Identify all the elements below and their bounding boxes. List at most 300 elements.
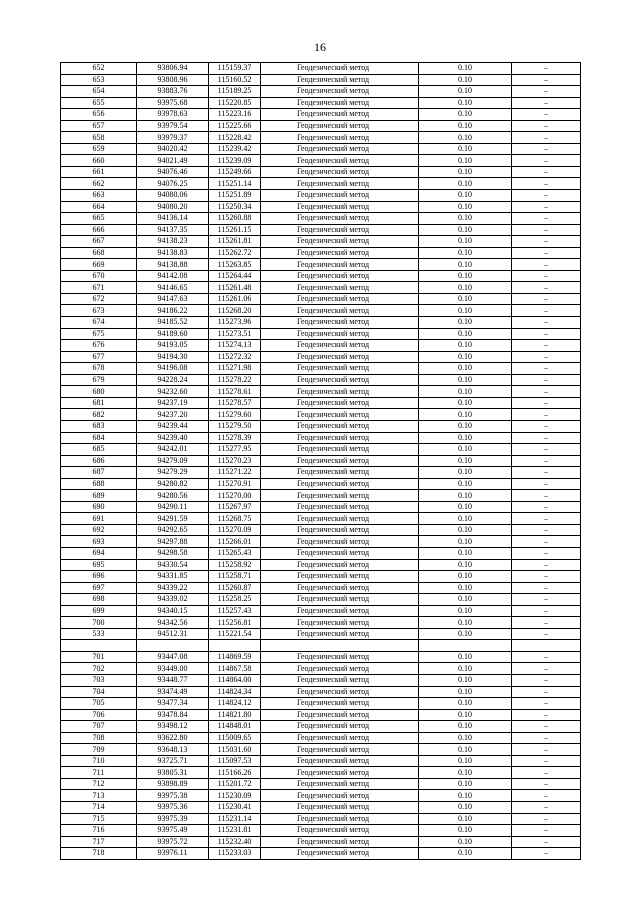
method-cell: Геодезический метод [261, 825, 419, 837]
accuracy-cell: 0.10 [419, 397, 512, 409]
y-coordinate-cell: 115249.66 [209, 166, 261, 178]
y-coordinate-cell: 114821.80 [209, 709, 261, 721]
y-coordinate-cell: 115250.34 [209, 201, 261, 213]
accuracy-cell: 0.10 [419, 432, 512, 444]
y-coordinate-cell: 115223.16 [209, 109, 261, 121]
point-number-cell: 655 [61, 97, 137, 109]
note-cell: – [512, 444, 581, 456]
point-number-cell: 668 [61, 247, 137, 259]
point-number-cell: 701 [61, 651, 137, 663]
accuracy-cell: 0.10 [419, 166, 512, 178]
point-number-cell: 675 [61, 328, 137, 340]
y-coordinate-cell: 115268.20 [209, 305, 261, 317]
method-cell [261, 640, 419, 652]
note-cell: – [512, 547, 581, 559]
y-coordinate-cell: 115270.00 [209, 490, 261, 502]
note-cell: – [512, 236, 581, 248]
table-row [61, 663, 581, 675]
table-row [61, 270, 581, 282]
table-row [61, 293, 581, 305]
point-number-cell: 706 [61, 709, 137, 721]
method-cell: Геодезический метод [261, 432, 419, 444]
accuracy-cell: 0.10 [419, 802, 512, 814]
note-cell [512, 640, 581, 652]
table-row [61, 282, 581, 294]
accuracy-cell: 0.10 [419, 143, 512, 155]
method-cell: Геодезический метод [261, 120, 419, 132]
point-number-cell: 680 [61, 386, 137, 398]
method-cell: Геодезический метод [261, 178, 419, 190]
x-coordinate-cell: 94331.85 [137, 571, 209, 583]
note-cell: – [512, 767, 581, 779]
note-cell: – [512, 178, 581, 190]
x-coordinate-cell: 94291.59 [137, 513, 209, 525]
method-cell: Геодезический метод [261, 686, 419, 698]
y-coordinate-cell: 115264.44 [209, 270, 261, 282]
note-cell: – [512, 166, 581, 178]
table-row [61, 63, 581, 75]
x-coordinate-cell: 94147.63 [137, 293, 209, 305]
table-row [61, 432, 581, 444]
y-coordinate-cell: 115278.22 [209, 374, 261, 386]
note-cell: – [512, 721, 581, 733]
point-number-cell: 700 [61, 617, 137, 629]
point-number-cell: 707 [61, 721, 137, 733]
method-cell: Геодезический метод [261, 732, 419, 744]
x-coordinate-cell: 94339.02 [137, 594, 209, 606]
table-row [61, 790, 581, 802]
accuracy-cell: 0.10 [419, 513, 512, 525]
note-cell: – [512, 224, 581, 236]
note-cell: – [512, 74, 581, 86]
table-row [61, 420, 581, 432]
x-coordinate-cell: 94342.56 [137, 617, 209, 629]
x-coordinate-cell: 94021.49 [137, 155, 209, 167]
y-coordinate-cell: 115201.72 [209, 778, 261, 790]
method-cell: Геодезический метод [261, 536, 419, 548]
table-row [61, 351, 581, 363]
accuracy-cell: 0.10 [419, 848, 512, 860]
method-cell: Геодезический метод [261, 698, 419, 710]
table-row [61, 547, 581, 559]
accuracy-cell: 0.10 [419, 571, 512, 583]
point-number-cell: 715 [61, 813, 137, 825]
accuracy-cell [419, 640, 512, 652]
table-row [61, 490, 581, 502]
point-number-cell: 667 [61, 236, 137, 248]
accuracy-cell: 0.10 [419, 744, 512, 756]
accuracy-cell: 0.10 [419, 813, 512, 825]
note-cell: – [512, 120, 581, 132]
y-coordinate-cell: 115267.97 [209, 501, 261, 513]
accuracy-cell: 0.10 [419, 293, 512, 305]
y-coordinate-cell: 115277.95 [209, 444, 261, 456]
table-row [61, 340, 581, 352]
y-coordinate-cell: 115265.43 [209, 547, 261, 559]
point-number-cell: 709 [61, 744, 137, 756]
method-cell: Геодезический метод [261, 501, 419, 513]
method-cell: Геодезический метод [261, 651, 419, 663]
method-cell: Геодезический метод [261, 755, 419, 767]
note-cell: – [512, 674, 581, 686]
method-cell: Геодезический метод [261, 836, 419, 848]
point-number-cell: 656 [61, 109, 137, 121]
table-row [61, 374, 581, 386]
point-number-cell: 710 [61, 755, 137, 767]
x-coordinate-cell: 94297.88 [137, 536, 209, 548]
accuracy-cell: 0.10 [419, 178, 512, 190]
accuracy-cell: 0.10 [419, 825, 512, 837]
x-coordinate-cell: 94186.22 [137, 305, 209, 317]
table-row [61, 155, 581, 167]
x-coordinate-cell: 93975.72 [137, 836, 209, 848]
accuracy-cell: 0.10 [419, 155, 512, 167]
note-cell: – [512, 651, 581, 663]
table-row [61, 178, 581, 190]
table-row [61, 120, 581, 132]
accuracy-cell: 0.10 [419, 374, 512, 386]
y-coordinate-cell: 115261.15 [209, 224, 261, 236]
y-coordinate-cell: 115009.65 [209, 732, 261, 744]
point-number-cell: 714 [61, 802, 137, 814]
note-cell: – [512, 571, 581, 583]
x-coordinate-cell: 94280.82 [137, 478, 209, 490]
accuracy-cell: 0.10 [419, 686, 512, 698]
x-coordinate-cell: 93979.37 [137, 132, 209, 144]
method-cell: Геодезический метод [261, 374, 419, 386]
note-cell: – [512, 501, 581, 513]
table-row [61, 605, 581, 617]
accuracy-cell: 0.10 [419, 363, 512, 375]
separator-row [61, 640, 581, 652]
table-row [61, 109, 581, 121]
table-row [61, 721, 581, 733]
note-cell: – [512, 143, 581, 155]
x-coordinate-cell: 94138.83 [137, 247, 209, 259]
method-cell: Геодезический метод [261, 247, 419, 259]
note-cell: – [512, 524, 581, 536]
note-cell: – [512, 420, 581, 432]
point-number-cell: 687 [61, 467, 137, 479]
accuracy-cell: 0.10 [419, 420, 512, 432]
y-coordinate-cell: 115268.75 [209, 513, 261, 525]
note-cell: – [512, 744, 581, 756]
accuracy-cell: 0.10 [419, 317, 512, 329]
method-cell: Геодезический метод [261, 201, 419, 213]
point-number-cell: 716 [61, 825, 137, 837]
point-number-cell: 672 [61, 293, 137, 305]
y-coordinate-cell: 115270.23 [209, 455, 261, 467]
x-coordinate-cell: 94512.31 [137, 628, 209, 640]
table-row [61, 836, 581, 848]
accuracy-cell: 0.10 [419, 340, 512, 352]
method-cell: Геодезический метод [261, 236, 419, 248]
x-coordinate-cell: 93805.31 [137, 767, 209, 779]
x-coordinate-cell: 93725.71 [137, 755, 209, 767]
y-coordinate-cell [209, 640, 261, 652]
y-coordinate-cell: 115262.72 [209, 247, 261, 259]
method-cell: Геодезический метод [261, 63, 419, 75]
method-cell: Геодезический метод [261, 674, 419, 686]
note-cell: – [512, 732, 581, 744]
point-number-cell [61, 640, 137, 652]
point-number-cell: 702 [61, 663, 137, 675]
x-coordinate-cell: 94298.58 [137, 547, 209, 559]
table-row [61, 628, 581, 640]
x-coordinate-cell: 94138.23 [137, 236, 209, 248]
x-coordinate-cell: 93648.13 [137, 744, 209, 756]
x-coordinate-cell: 94228.24 [137, 374, 209, 386]
x-coordinate-cell: 94279.29 [137, 467, 209, 479]
y-coordinate-cell: 115279.60 [209, 409, 261, 421]
note-cell: – [512, 836, 581, 848]
method-cell: Геодезический метод [261, 190, 419, 202]
table-row [61, 651, 581, 663]
table-row [61, 524, 581, 536]
point-number-cell: 661 [61, 166, 137, 178]
accuracy-cell: 0.10 [419, 501, 512, 513]
y-coordinate-cell: 115270.91 [209, 478, 261, 490]
point-number-cell: 666 [61, 224, 137, 236]
method-cell: Геодезический метод [261, 305, 419, 317]
method-cell: Геодезический метод [261, 721, 419, 733]
point-number-cell: 704 [61, 686, 137, 698]
x-coordinate-cell: 93975.39 [137, 813, 209, 825]
method-cell: Геодезический метод [261, 386, 419, 398]
table-row [61, 582, 581, 594]
table-row [61, 767, 581, 779]
note-cell: – [512, 594, 581, 606]
table-row [61, 409, 581, 421]
point-number-cell: 660 [61, 155, 137, 167]
x-coordinate-cell: 93449.00 [137, 663, 209, 675]
table-row [61, 74, 581, 86]
point-number-cell: 664 [61, 201, 137, 213]
y-coordinate-cell: 115221.54 [209, 628, 261, 640]
note-cell: – [512, 605, 581, 617]
method-cell: Геодезический метод [261, 594, 419, 606]
x-coordinate-cell: 93808.96 [137, 74, 209, 86]
accuracy-cell: 0.10 [419, 732, 512, 744]
y-coordinate-cell: 114867.58 [209, 663, 261, 675]
y-coordinate-cell: 115031.60 [209, 744, 261, 756]
note-cell: – [512, 270, 581, 282]
accuracy-cell: 0.10 [419, 444, 512, 456]
point-number-cell: 653 [61, 74, 137, 86]
table-row [61, 213, 581, 225]
method-cell: Геодезический метод [261, 109, 419, 121]
note-cell: – [512, 155, 581, 167]
note-cell: – [512, 582, 581, 594]
note-cell: – [512, 293, 581, 305]
table-row [61, 132, 581, 144]
x-coordinate-cell: 94237.20 [137, 409, 209, 421]
accuracy-cell: 0.10 [419, 328, 512, 340]
y-coordinate-cell: 114848.01 [209, 721, 261, 733]
point-number-cell: 689 [61, 490, 137, 502]
x-coordinate-cell: 93447.08 [137, 651, 209, 663]
table-row [61, 709, 581, 721]
y-coordinate-cell: 115258.25 [209, 594, 261, 606]
accuracy-cell: 0.10 [419, 628, 512, 640]
note-cell: – [512, 201, 581, 213]
y-coordinate-cell: 115261.81 [209, 236, 261, 248]
note-cell: – [512, 109, 581, 121]
method-cell: Геодезический метод [261, 155, 419, 167]
accuracy-cell: 0.10 [419, 224, 512, 236]
note-cell: – [512, 663, 581, 675]
point-number-cell: 669 [61, 259, 137, 271]
y-coordinate-cell: 115230.41 [209, 802, 261, 814]
method-cell: Геодезический метод [261, 571, 419, 583]
point-number-cell: 663 [61, 190, 137, 202]
point-number-cell: 705 [61, 698, 137, 710]
y-coordinate-cell: 115271.22 [209, 467, 261, 479]
y-coordinate-cell: 115233.03 [209, 848, 261, 860]
table-row [61, 813, 581, 825]
point-number-cell: 682 [61, 409, 137, 421]
y-coordinate-cell: 114824.34 [209, 686, 261, 698]
x-coordinate-cell: 94232.60 [137, 386, 209, 398]
note-cell: – [512, 825, 581, 837]
point-number-cell: 654 [61, 86, 137, 98]
accuracy-cell: 0.10 [419, 721, 512, 733]
table-row [61, 363, 581, 375]
x-coordinate-cell: 94189.60 [137, 328, 209, 340]
note-cell: – [512, 247, 581, 259]
table-row [61, 478, 581, 490]
table-row [61, 744, 581, 756]
x-coordinate-cell: 94196.08 [137, 363, 209, 375]
point-number-cell: 690 [61, 501, 137, 513]
y-coordinate-cell: 115258.92 [209, 559, 261, 571]
point-number-cell: 676 [61, 340, 137, 352]
point-number-cell: 658 [61, 132, 137, 144]
method-cell: Геодезический метод [261, 420, 419, 432]
note-cell: – [512, 432, 581, 444]
x-coordinate-cell: 94146.65 [137, 282, 209, 294]
point-number-cell: 677 [61, 351, 137, 363]
accuracy-cell: 0.10 [419, 663, 512, 675]
table-row [61, 617, 581, 629]
method-cell: Геодезический метод [261, 397, 419, 409]
y-coordinate-cell: 115159.37 [209, 63, 261, 75]
table-row [61, 559, 581, 571]
note-cell: – [512, 617, 581, 629]
point-number-cell: 673 [61, 305, 137, 317]
y-coordinate-cell: 115273.96 [209, 317, 261, 329]
accuracy-cell: 0.10 [419, 755, 512, 767]
table-row [61, 166, 581, 178]
x-coordinate-cell: 94290.11 [137, 501, 209, 513]
table-row [61, 698, 581, 710]
point-number-cell: 713 [61, 790, 137, 802]
accuracy-cell: 0.10 [419, 582, 512, 594]
point-number-cell: 694 [61, 547, 137, 559]
x-coordinate-cell: 93622.80 [137, 732, 209, 744]
note-cell: – [512, 63, 581, 75]
method-cell: Геодезический метод [261, 166, 419, 178]
method-cell: Геодезический метод [261, 802, 419, 814]
method-cell: Геодезический метод [261, 455, 419, 467]
accuracy-cell: 0.10 [419, 97, 512, 109]
method-cell: Геодезический метод [261, 848, 419, 860]
method-cell: Геодезический метод [261, 224, 419, 236]
x-coordinate-cell: 94136.14 [137, 213, 209, 225]
method-cell: Геодезический метод [261, 282, 419, 294]
note-cell: – [512, 386, 581, 398]
accuracy-cell: 0.10 [419, 617, 512, 629]
y-coordinate-cell: 115278.61 [209, 386, 261, 398]
note-cell: – [512, 397, 581, 409]
point-number-cell: 686 [61, 455, 137, 467]
note-cell: – [512, 455, 581, 467]
method-cell: Геодезический метод [261, 744, 419, 756]
x-coordinate-cell: 93976.11 [137, 848, 209, 860]
note-cell: – [512, 778, 581, 790]
table-row [61, 802, 581, 814]
note-cell: – [512, 536, 581, 548]
y-coordinate-cell: 115232.40 [209, 836, 261, 848]
note-cell: – [512, 409, 581, 421]
method-cell: Геодезический метод [261, 143, 419, 155]
point-number-cell: 684 [61, 432, 137, 444]
table-row [61, 201, 581, 213]
table-row [61, 397, 581, 409]
y-coordinate-cell: 115266.01 [209, 536, 261, 548]
table-row [61, 328, 581, 340]
x-coordinate-cell: 94239.44 [137, 420, 209, 432]
x-coordinate-cell: 94237.19 [137, 397, 209, 409]
point-number-cell: 674 [61, 317, 137, 329]
table-row [61, 732, 581, 744]
coordinates-table [60, 62, 581, 860]
method-cell: Геодезический метод [261, 467, 419, 479]
y-coordinate-cell: 115278.39 [209, 432, 261, 444]
y-coordinate-cell: 115263.85 [209, 259, 261, 271]
accuracy-cell: 0.10 [419, 547, 512, 559]
y-coordinate-cell: 115260.88 [209, 213, 261, 225]
note-cell: – [512, 86, 581, 98]
note-cell: – [512, 340, 581, 352]
accuracy-cell: 0.10 [419, 213, 512, 225]
note-cell: – [512, 628, 581, 640]
note-cell: – [512, 374, 581, 386]
accuracy-cell: 0.10 [419, 467, 512, 479]
accuracy-cell: 0.10 [419, 559, 512, 571]
y-coordinate-cell: 115270.09 [209, 524, 261, 536]
method-cell: Геодезический метод [261, 97, 419, 109]
method-cell: Геодезический метод [261, 617, 419, 629]
y-coordinate-cell: 115231.14 [209, 813, 261, 825]
point-number-cell: 695 [61, 559, 137, 571]
accuracy-cell: 0.10 [419, 778, 512, 790]
point-number-cell: 671 [61, 282, 137, 294]
y-coordinate-cell: 114864.00 [209, 674, 261, 686]
table-row [61, 86, 581, 98]
x-coordinate-cell: 93498.12 [137, 721, 209, 733]
note-cell: – [512, 97, 581, 109]
table-row [61, 848, 581, 860]
accuracy-cell: 0.10 [419, 651, 512, 663]
note-cell: – [512, 790, 581, 802]
note-cell: – [512, 813, 581, 825]
y-coordinate-cell: 115274.13 [209, 340, 261, 352]
y-coordinate-cell: 115251.89 [209, 190, 261, 202]
note-cell: – [512, 686, 581, 698]
y-coordinate-cell: 115160.52 [209, 74, 261, 86]
y-coordinate-cell: 115256.81 [209, 617, 261, 629]
